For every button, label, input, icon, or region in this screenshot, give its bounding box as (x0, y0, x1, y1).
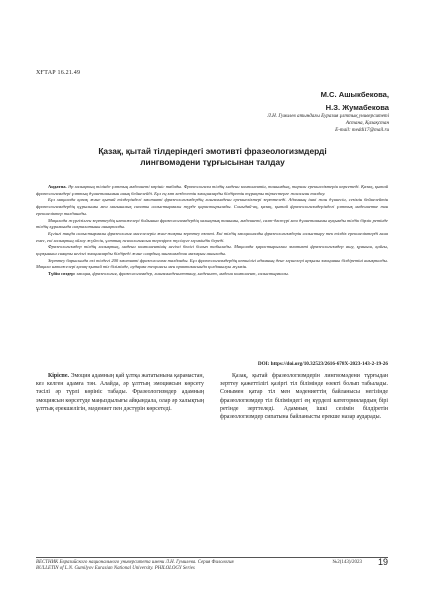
page-number: 19 (377, 557, 388, 567)
issue-number: №2(143)/2023 (332, 560, 362, 565)
body-text: Эмоция адамның қай ұлтқа жататынына қарамастан, кез келген адамға тән. Алайда, әр ұлттың эмоциясын көрсету тәсілі әр түрлі көрініс табады. Фразеологизмдер адамның эмоциясын көрсетуде маңыздылығы айқындала, олар әр халықтың ұлттық ерекшелігін, мәдениет пен дәстүрін көрсетеді. (36, 373, 204, 412)
abstract-paragraph: Фразеологизмдер тілдің халықтық, мәдени компонентінің негізгі бөлігі болып табылады. Мақалада қарастырылған эмотивті фразеологизмдер ашу, қуаныш, қайғы, қорқыныш сияқты негізгі эмоцияларды білдіреді және олардың лингвомәдени мазмұны ашылады. (36, 244, 388, 257)
article-title-line: лингвомәдени тұрғысынан талдау (140, 157, 285, 167)
footer-divider (36, 557, 388, 558)
body-column-right (220, 372, 388, 421)
keywords (36, 271, 388, 278)
footer-journal-ru: ВЕСТНИК Евразийского национального университета имени Л.Н. Гумилева. Серия Филология (36, 560, 234, 565)
affiliation (119, 113, 389, 134)
journal-footer (36, 560, 336, 573)
doi-link[interactable]: DOI: https://doi.org/10.32523/2616-678X-2023-143-2-19-26 (257, 361, 388, 367)
article-title (60, 146, 365, 168)
author-block (139, 88, 389, 114)
section-heading: Кіріспе. (48, 373, 69, 379)
keywords-label: Түйін сөздер: (48, 271, 76, 277)
affiliation-email: E-mail: meddi17@mail.ru (335, 127, 389, 133)
author-name: М.С. Ашыкбекова, (320, 90, 389, 99)
abstract-paragraph: Зерттеу барысында екі тілдегі 200 эмотивті фразеологизм талданды. Бұл фразеологизмдердің көпшілігі адамның дене мүшелері арқылы эмоцияны білдіретіні анықталды. Мақала нәтижелері қазақ-қытай тіл білімінде, аударма теориясы мен практикасында қолданылуы мүмкін. (36, 257, 388, 270)
abstract-paragraph (36, 184, 388, 197)
abstract-label: Аңдатпа. (48, 184, 67, 189)
abstract-text: Әр халықтың тілінде ұлттың мәдениеті көрініс табады. Фразеологизм тілдің мәдени компонентін, танымдық, тарихи ерекшеліктерін көрсетеді. Қазақ, қытай фразеологизмдері ұлттың дүниетанымын анық бейнелейді. Бұл ең көп кездесетін эмоцияларды білдіретін тұрақты тіркестерге жасалған талдау. (36, 184, 388, 196)
abstract (36, 184, 388, 278)
affiliation-city: Астана, Қазақстан (345, 120, 389, 126)
abstract-paragraph: Бүгінгі таңда салыстырмалы фразеология мәселелерін жан-жақты зерттеу өзекті. Екі тілдің эмоционалды фразеологизмдерін салыстыру тек тілдік ерекшеліктерді ғана емес, екі халықтың ойлау жүйесін, ұлттық психологиясын тереңірек түсінуге мүмкіндік береді. (36, 230, 388, 243)
article-title-line: Қазақ, қытай тілдеріндегі эмотивті фразеологизмдерді (98, 146, 327, 156)
body-paragraph (36, 372, 204, 413)
footer-journal-en: BULLETIN of L.N. Gumilyov Eurasian National University. PHILOLOGY Series (36, 566, 195, 572)
keywords-text: эмоция, фразеология, фразеологизмдер, лингвомәдениеттану, мәдениет, мәдени компонент, салыстырмалы. (76, 271, 289, 277)
abstract-paragraph: Бұл мақалада қазақ және қытай тілдеріндегі эмотивті фразеологизмдердің лингвомәдени ерекшеліктері зерттеледі. Адамның ішкі жан дүниесін, сезімін бейнелейтін фразеологизмдердің құрылымы мен мағыналық сипаты салыстырмалы түрде қарастырылады. Соныдай-ақ, қазақ, қытай фразеологизмдеріндегі ұлттық мәдениетке тән ерекшеліктер талданады. (36, 197, 388, 216)
author-name: Н.З. Жумабекова (325, 103, 389, 112)
xref-code: ХҒТАР 16.21.49 (36, 70, 81, 76)
body-paragraph: Қазақ, қытай фразеологизмдерін лингвомәдени тұрғыдан зерттеу қажеттілігі қазіргі тіл білімінде өзекті болып табылады. Сонымен қатар тіл мен мәдениеттің байланысы негізінде фразеологизмдер тіл біліміндегі ең күрделі категориялардың бірі ретінде зерттеледі. Адамның ішкі сезімін білдіретін фразеологизмдер сипатына байланысты ерекше назар аударады. (220, 373, 388, 421)
abstract-paragraph: Мақалада жүргізілген зерттеудің нәтижелері бойынша фразеологизмдердің халықтық танымы, мәдениеті, салт-дәстүрі мен дүниетанымы ауқымды тілдік бірлік ретінде тілдің құрамында сақталатыны анықталды. (36, 217, 388, 230)
affiliation-institution: Л.Н. Гумилев атындағы Еуразия ұлттық университеті (267, 113, 389, 119)
body-column-left (36, 372, 204, 413)
